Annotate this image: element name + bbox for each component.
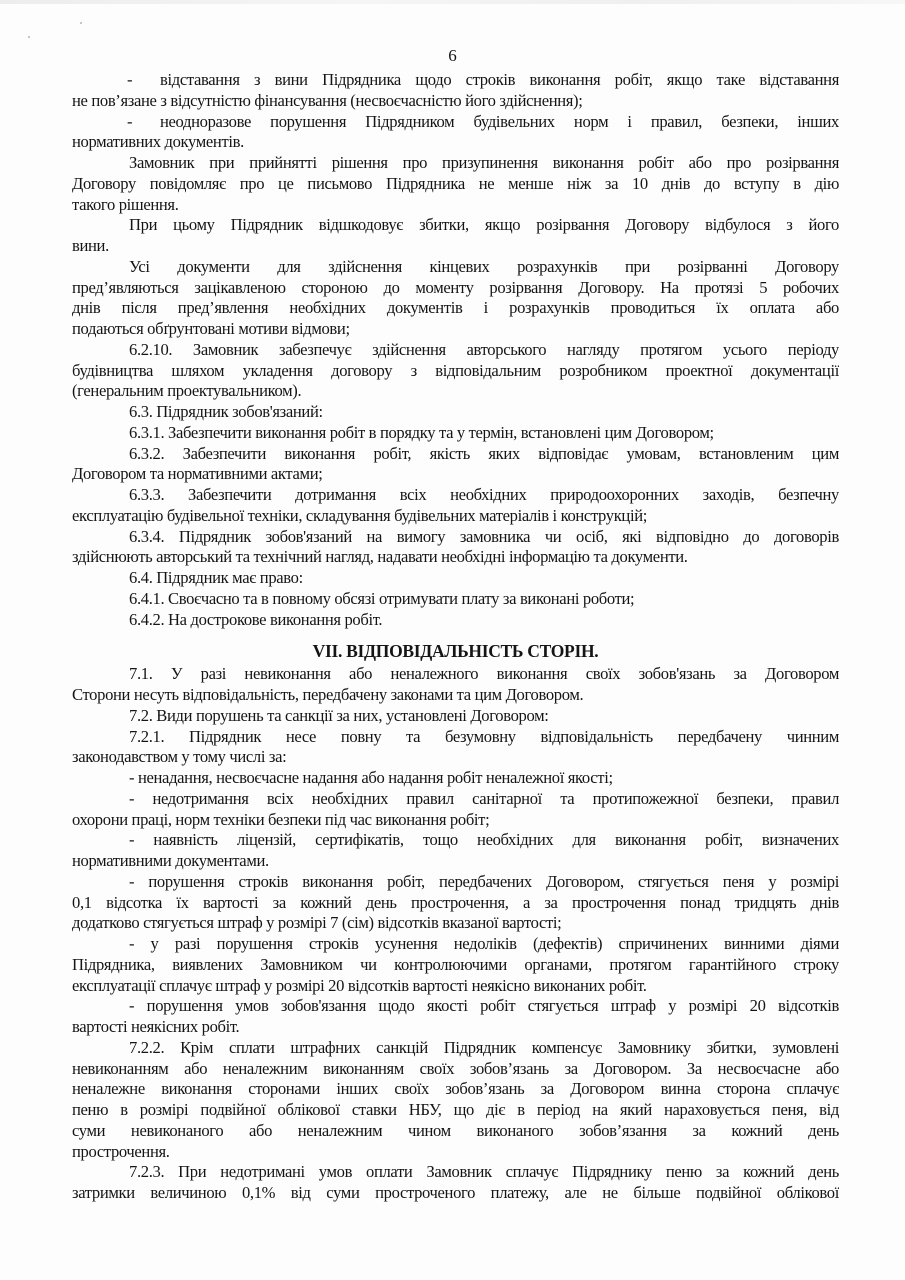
text-line: експлуатації сплачує штраф у розмірі 20 відсотків вартості неякісно виконаних робіт. (72, 975, 647, 995)
scan-speck (80, 22, 82, 24)
paragraph (72, 153, 839, 215)
text-line: 6.3.3. Забезпечити дотримання всіх необхідних природоохоронних заходів, безпечну (129, 485, 839, 504)
text-line: - ненадання, несвоєчасне надання або надання робіт неналежної якості; (129, 768, 613, 787)
text-line: (генеральним проектувальником). (72, 381, 302, 401)
text-line: 6.3. Підрядник зобов'язаний: (129, 402, 323, 421)
text-line: нормативних документів. (72, 132, 244, 152)
text-line: нормативними документами. (72, 851, 269, 870)
clause-6-2-10 (72, 340, 839, 402)
text-line: 7.1. У разі невиконання або неналежного виконання своїх зобов'язань за Договором (129, 664, 839, 684)
text-line: такого рішення. (72, 194, 179, 214)
text-line: 7.2.2. Крім сплати штрафних санкцій Підрядник компенсує Замовнику збитки, зумовлені (129, 1037, 839, 1057)
text-line: законодавством у тому числі за: (72, 747, 287, 767)
clause-7-2-3 (72, 1162, 839, 1204)
clause-7-2-2 (72, 1038, 839, 1163)
clause-6-3-3 (72, 485, 839, 527)
clause-7-1 (72, 664, 839, 706)
text-line: вини. (72, 236, 109, 255)
text-line: 6.4.2. На дострокове виконання робіт. (129, 609, 383, 629)
text-line: 6.4. Підрядник має право: (129, 568, 303, 587)
text-line: - порушення умов зобов'язання щодо якості робіт стягується штраф у розмірі 20 відсотків (129, 996, 839, 1016)
list-item (72, 768, 839, 789)
text-line: охорони праці, норм техніки безпеки під час виконання робіт; (72, 809, 490, 829)
clause-7-2-1 (72, 727, 839, 769)
section-heading: VII. ВІДПОВІДАЛЬНІСТЬ СТОРІН. (312, 641, 599, 662)
text-line: 7.2. Види порушень та санкції за них, установлені Договором: (129, 705, 549, 725)
list-item (72, 934, 839, 996)
text-line: невиконанням або неналежним виконанням своїх зобов’язань за Договором. За несвоєчасне або (72, 1058, 839, 1078)
list-item (72, 996, 839, 1038)
list-item (72, 872, 839, 934)
text-line: прострочення. (72, 1141, 170, 1161)
text-line: Замовник при прийнятті рішення про призупинення виконання робіт або про розірвання (129, 153, 839, 172)
text-line: - відставання з вини Підрядника щодо строків виконання робіт, якщо таке відставання (127, 70, 839, 89)
text-line: Договору повідомляє про це письмово Підрядника не менше ніж за 10 днів до вступу в дію (72, 173, 839, 193)
text-line: Підрядника, виявлених Замовником чи контролюючими органами, протягом гарантійного строку (72, 954, 839, 974)
clause-6-4-1 (72, 589, 839, 610)
scan-artifact-top (0, 0, 905, 4)
text-line: днів після пред’явлення необхідних документів і розрахунків проводиться їх оплата або (72, 298, 839, 318)
scan-speck (28, 36, 30, 38)
page-number: 6 (448, 46, 457, 65)
text-line: 7.2.3. При недотримані умов оплати Замовник сплачує Підряднику пеню за кожний день (129, 1162, 839, 1182)
clause-6-3-2 (72, 444, 839, 486)
text-line: - у разі порушення строків усунення недоліків (дефектів) спричинених винними діями (129, 934, 839, 953)
bullet-paragraph (72, 112, 839, 154)
text-line: пред’являються зацікавленою стороною до моменту розірвання Договору. На протязі 5 робочих (72, 277, 839, 297)
bullet-dash: - (127, 70, 133, 89)
text-line: Усі документи для здійснення кінцевих розрахунків при розірванні Договору (129, 256, 839, 276)
paragraph (72, 257, 839, 340)
document-body (72, 70, 839, 1204)
clause-6-4-2 (72, 610, 839, 631)
text-line: 7.2.1. Підрядник несе повну та безумовну відповідальність передбачену чинним (129, 726, 839, 746)
text-line: здійснюють авторський та технічний нагляд, надавати необхідні інформацію та документи. (72, 547, 688, 567)
text-line: 6.3.1. Забезпечити виконання робіт в порядку та у термін, встановлені цим Договором; (129, 422, 714, 442)
text-line: Сторони несуть відповідальність, передбачену законами та цим Договором. (72, 685, 584, 704)
list-item (72, 830, 839, 872)
text-line: неналежне виконання сторонами інших своїх зобов’язань за Договором винна сторона сплачує (72, 1079, 839, 1099)
text-line: 6.2.10. Замовник забезпечує здійснення авторського нагляду протягом усього періоду (129, 339, 839, 359)
text-line: 6.4.1. Своєчасно та в повному обсязі отримувати плату за виконані роботи; (129, 588, 635, 608)
text-line: При цьому Підрядник відшкодовує збитки, якщо розірвання Договору відбулося з його (129, 215, 839, 235)
text-line: експлуатацію будівельної техніки, складування будівельних матеріалів і конструкцій; (72, 505, 648, 525)
text-line: будівництва шляхом укладення договору з відповідальним розробником проектної документації (72, 360, 839, 380)
clause-6-4 (72, 568, 839, 589)
clause-6-3-4 (72, 527, 839, 569)
bullet-dash: - (127, 111, 133, 131)
paragraph (72, 215, 839, 257)
text-line: подаються обґрунтовані мотиви відмови; (72, 319, 350, 338)
text-line: пеню в розмірі подвійної облікової ставки НБУ, що діє в період на який нараховується пеня, від (72, 1100, 839, 1119)
text-line: 6.3.2. Забезпечити виконання робіт, якість яких відповідає умовам, встановленим цим (129, 443, 839, 463)
text-line: не пов’язане з відсутністю фінансування (несвоєчасністю його здійснення); (72, 90, 583, 110)
text-line: 0,1 відсотка їх вартості за кожний день прострочення, а за прострочення понад тридцять днів (72, 892, 839, 912)
text-line: затримки величиною 0,1% від суми простроченого платежу, але не більше подвійної облікової (72, 1183, 839, 1202)
text-line: - недотримання всіх необхідних правил санітарної та протипожежної безпеки, правил (129, 788, 839, 808)
text-line: Договором та нормативними актами; (72, 464, 323, 484)
clause-6-3 (72, 402, 839, 423)
text-line: додатково стягується штраф у розмірі 7 (сім) відсотків вказаної вартості; (72, 913, 562, 933)
text-line: суми невиконаного або неналежним чином виконаного зобов’язання за кожний день (72, 1120, 839, 1140)
bullet-paragraph (72, 70, 839, 112)
clause-7-2 (72, 706, 839, 727)
text-line: - неодноразове порушення Підрядником будівельних норм і правил, безпеки, інших (127, 111, 839, 131)
list-item (72, 789, 839, 831)
text-line: 6.3.4. Підрядник зобов'язаний на вимогу замовника чи осіб, які відповідно до договорів (129, 526, 839, 546)
text-line: вартості неякісних робіт. (72, 1017, 240, 1036)
clause-6-3-1 (72, 423, 839, 444)
text-line: - наявність ліцензій, сертифікатів, тощо необхідних для виконання робіт, визначених (129, 830, 839, 850)
text-line: - порушення строків виконання робіт, передбачених Договором, стягується пеня у розмірі (129, 871, 839, 891)
